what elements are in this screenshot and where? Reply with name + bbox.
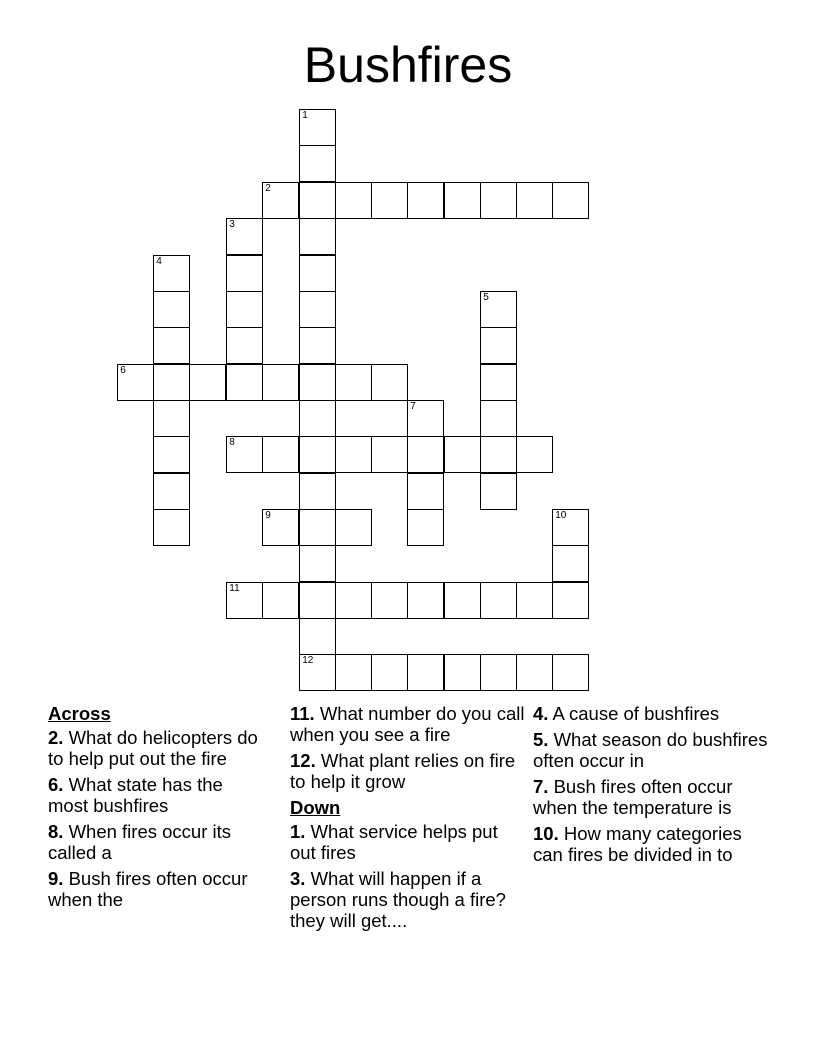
clue-number: 6.	[48, 774, 64, 795]
grid-cell[interactable]	[299, 291, 336, 328]
clue-number-label: 2	[265, 183, 271, 195]
grid-cell[interactable]	[407, 436, 444, 473]
clue-number: 4.	[533, 703, 549, 724]
clue-number: 7.	[533, 776, 549, 797]
grid-cell[interactable]	[153, 400, 190, 437]
grid-cell[interactable]	[480, 400, 517, 437]
grid-cell[interactable]	[226, 327, 263, 364]
grid-cell[interactable]	[299, 545, 336, 582]
grid-cell[interactable]	[552, 182, 589, 219]
grid-cell[interactable]	[480, 436, 517, 473]
clue-down-10	[533, 823, 768, 865]
clue-number: 8.	[48, 821, 64, 842]
grid-cell[interactable]	[299, 509, 336, 546]
grid-cell[interactable]	[299, 582, 336, 619]
clue-down-3	[290, 868, 525, 931]
clue-across-11	[290, 703, 525, 745]
clue-number-label: 4	[156, 256, 162, 268]
grid-cell[interactable]	[444, 436, 481, 473]
grid-cell[interactable]	[153, 327, 190, 364]
grid-cell[interactable]	[371, 364, 408, 401]
clue-text: What number do you call when you see a fire	[290, 703, 525, 745]
page-title: Bushfires	[303, 37, 513, 93]
clue-number-label: 12	[302, 655, 314, 667]
clue-text: Bush fires often occur when the temperature is	[533, 776, 733, 818]
grid-cell[interactable]	[371, 182, 408, 219]
grid-cell[interactable]	[407, 182, 444, 219]
grid-cell[interactable]	[516, 182, 553, 219]
clue-number: 1.	[290, 821, 306, 842]
clue-text: When fires occur its called a	[48, 821, 232, 863]
grid-cell[interactable]	[552, 545, 589, 582]
grid-cell[interactable]	[299, 145, 336, 182]
grid-cell[interactable]	[299, 364, 336, 401]
grid-cell[interactable]	[299, 109, 336, 146]
grid-cell[interactable]	[299, 436, 336, 473]
grid-cell[interactable]	[335, 182, 372, 219]
grid-cell[interactable]	[226, 364, 263, 401]
grid-cell[interactable]	[407, 473, 444, 510]
grid-cell[interactable]	[299, 255, 336, 292]
grid-cell[interactable]	[371, 582, 408, 619]
grid-cell[interactable]	[226, 291, 263, 328]
grid-cell[interactable]	[335, 654, 372, 691]
grid-cell[interactable]	[480, 582, 517, 619]
grid-cell[interactable]	[153, 255, 190, 292]
clue-number: 2.	[48, 727, 64, 748]
grid-cell[interactable]	[444, 654, 481, 691]
grid-cell[interactable]	[153, 291, 190, 328]
grid-cell[interactable]	[299, 618, 336, 655]
clue-across-9	[48, 868, 263, 910]
grid-cell[interactable]	[407, 582, 444, 619]
clue-column-1	[48, 703, 263, 915]
grid-cell[interactable]	[516, 654, 553, 691]
clue-text: What plant relies on fire to help it grow	[290, 750, 516, 792]
across-heading: Across	[48, 703, 111, 724]
grid-cell[interactable]	[299, 218, 336, 255]
clue-number: 5.	[533, 729, 549, 750]
grid-cell[interactable]	[480, 182, 517, 219]
clue-number: 12.	[290, 750, 316, 771]
grid-cell[interactable]	[226, 582, 263, 619]
grid-cell[interactable]	[299, 654, 336, 691]
clue-number-label: 7	[410, 401, 416, 413]
grid-cell[interactable]	[262, 364, 299, 401]
grid-cell[interactable]	[552, 582, 589, 619]
grid-cell[interactable]	[262, 182, 299, 219]
clue-number: 9.	[48, 868, 64, 889]
grid-cell[interactable]	[262, 436, 299, 473]
clue-text: What service helps put out fires	[290, 821, 498, 863]
grid-cell[interactable]	[153, 436, 190, 473]
clue-number-label: 6	[120, 365, 126, 377]
clue-down-5	[533, 729, 768, 771]
grid-cell[interactable]	[299, 327, 336, 364]
clue-across-6	[48, 774, 263, 816]
clue-number-label: 5	[483, 292, 489, 304]
grid-cell[interactable]	[335, 436, 372, 473]
clue-text: Bush fires often occur when the	[48, 868, 248, 910]
grid-cell[interactable]	[407, 509, 444, 546]
clue-text: How many categories can fires be divided in to	[533, 823, 742, 865]
grid-cell[interactable]	[480, 327, 517, 364]
clue-down-7	[533, 776, 768, 818]
grid-cell[interactable]	[153, 509, 190, 546]
grid-cell[interactable]	[444, 582, 481, 619]
clue-column-2	[290, 703, 525, 936]
clue-text: What do helicopters do to help put out the fire	[48, 727, 258, 769]
clue-across-8	[48, 821, 263, 863]
grid-cell[interactable]	[299, 400, 336, 437]
grid-cell[interactable]	[262, 509, 299, 546]
grid-cell[interactable]	[299, 182, 336, 219]
clue-down-1	[290, 821, 525, 863]
grid-cell[interactable]	[480, 364, 517, 401]
grid-cell[interactable]	[552, 509, 589, 546]
grid-cell[interactable]	[335, 582, 372, 619]
grid-cell[interactable]	[552, 654, 589, 691]
grid-cell[interactable]	[335, 509, 372, 546]
clue-number: 3.	[290, 868, 306, 889]
clue-number-label: 8	[229, 437, 235, 449]
grid-cell[interactable]	[480, 654, 517, 691]
clue-text: What season do bushfires often occur in	[533, 729, 768, 771]
clue-number: 10.	[533, 823, 559, 844]
clue-text: What will happen if a person runs though a fire? they will get....	[290, 868, 506, 931]
grid-cell[interactable]	[153, 364, 190, 401]
clue-number: 11.	[290, 703, 315, 724]
grid-cell[interactable]	[480, 473, 517, 510]
clue-across-2	[48, 727, 263, 769]
clue-column-3	[533, 703, 768, 870]
grid-cell[interactable]	[226, 255, 263, 292]
grid-cell[interactable]	[299, 473, 336, 510]
clue-text: What state has the most bushfires	[48, 774, 223, 816]
grid-cell[interactable]	[371, 436, 408, 473]
grid-cell[interactable]	[335, 364, 372, 401]
clue-down-4	[533, 703, 768, 724]
clue-number-label: 9	[265, 510, 271, 522]
grid-cell[interactable]	[407, 400, 444, 437]
grid-cell[interactable]	[153, 473, 190, 510]
clue-number-label: 3	[229, 219, 235, 231]
clue-across-12	[290, 750, 525, 792]
grid-cell[interactable]	[226, 436, 263, 473]
clue-number-label: 1	[302, 110, 308, 122]
grid-cell[interactable]	[117, 364, 154, 401]
grid-cell[interactable]	[516, 436, 553, 473]
clue-text: A cause of bushfires	[548, 703, 720, 724]
grid-cell[interactable]	[444, 182, 481, 219]
grid-cell[interactable]	[480, 291, 517, 328]
clue-number-label: 11	[229, 583, 240, 595]
grid-cell[interactable]	[189, 364, 226, 401]
grid-cell[interactable]	[516, 582, 553, 619]
grid-cell[interactable]	[226, 218, 263, 255]
down-heading: Down	[290, 797, 341, 818]
clue-number-label: 10	[555, 510, 567, 522]
grid-cell[interactable]	[407, 654, 444, 691]
grid-cell[interactable]	[262, 582, 299, 619]
grid-cell[interactable]	[371, 654, 408, 691]
